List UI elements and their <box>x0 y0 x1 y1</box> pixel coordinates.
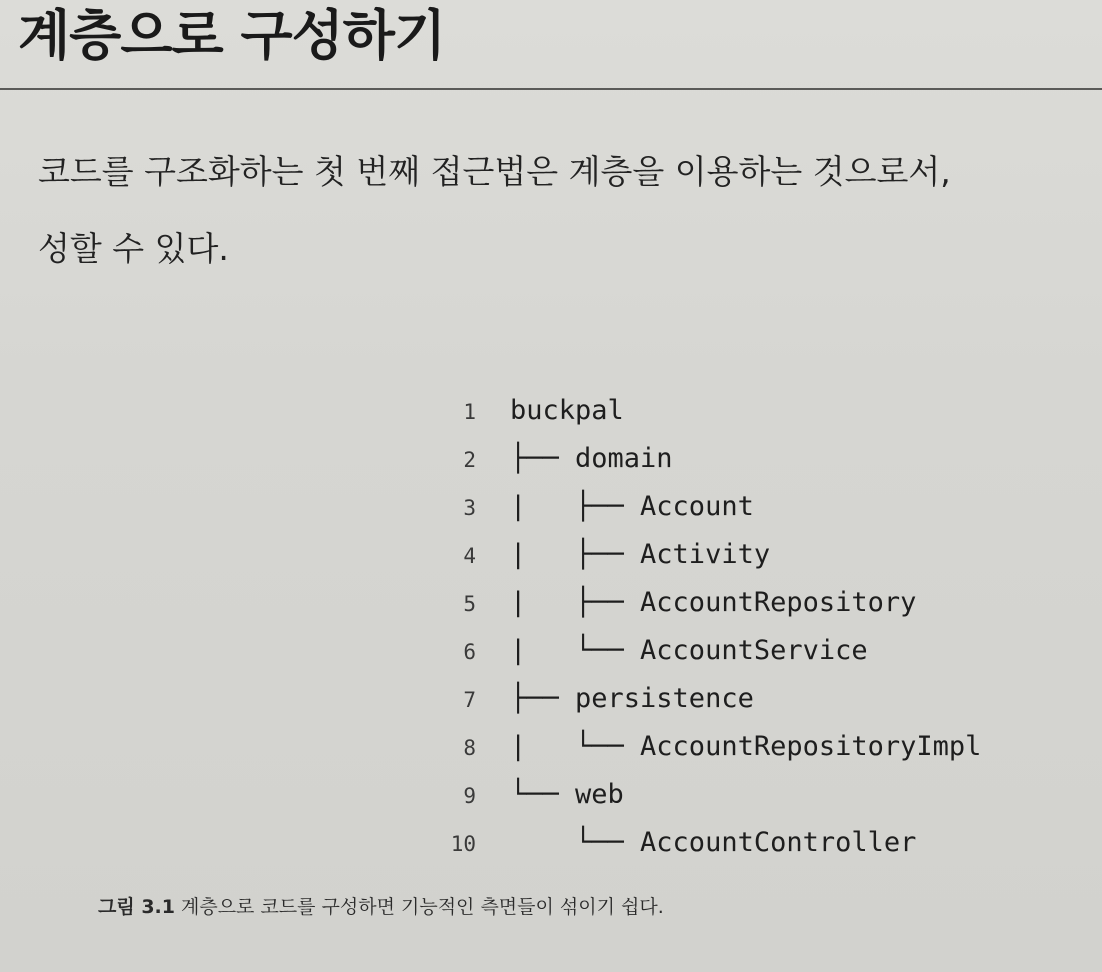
code-text: └── AccountController <box>510 827 917 858</box>
line-number: 6 <box>463 640 476 664</box>
line-number: 8 <box>463 736 476 760</box>
figure-caption <box>98 892 664 919</box>
code-text: └── web <box>510 779 624 810</box>
line-number: 7 <box>463 688 476 712</box>
line-number: 1 <box>463 400 476 424</box>
code-line <box>440 683 981 731</box>
code-line <box>440 731 981 779</box>
code-line <box>440 587 981 635</box>
line-number: 4 <box>463 544 476 568</box>
code-text: | └── AccountRepositoryImpl <box>510 731 982 762</box>
line-number: 2 <box>463 448 476 472</box>
code-text: | └── AccountService <box>510 635 868 666</box>
code-line <box>440 395 981 443</box>
figure-label: 그림 3.1 <box>98 896 175 918</box>
code-text: ├── persistence <box>510 683 754 714</box>
line-number: 10 <box>450 832 476 856</box>
line-number: 3 <box>463 496 476 520</box>
code-line <box>440 443 981 491</box>
code-listing <box>440 395 981 875</box>
code-text: buckpal <box>510 395 624 426</box>
code-line <box>440 779 981 827</box>
code-text: ├── domain <box>510 443 673 474</box>
paragraph-line-2: 성할 수 있다. <box>38 229 229 268</box>
caption-text: 계층으로 코드를 구성하면 기능적인 측면들이 섞이기 쉽다. <box>180 896 664 918</box>
code-line <box>440 539 981 587</box>
code-line <box>440 827 981 875</box>
code-line <box>440 491 981 539</box>
heading-rule <box>0 88 1102 90</box>
code-text: | ├── AccountRepository <box>510 587 917 618</box>
line-number: 5 <box>463 592 476 616</box>
code-line <box>440 635 981 683</box>
section-heading: 계층으로 구성하기 <box>18 4 446 67</box>
paragraph-line-1: 코드를 구조화하는 첫 번째 접근법은 계층을 이용하는 것으로서, <box>38 152 951 191</box>
line-number: 9 <box>463 784 476 808</box>
code-text: | ├── Activity <box>510 539 771 570</box>
code-text: | ├── Account <box>510 491 754 522</box>
